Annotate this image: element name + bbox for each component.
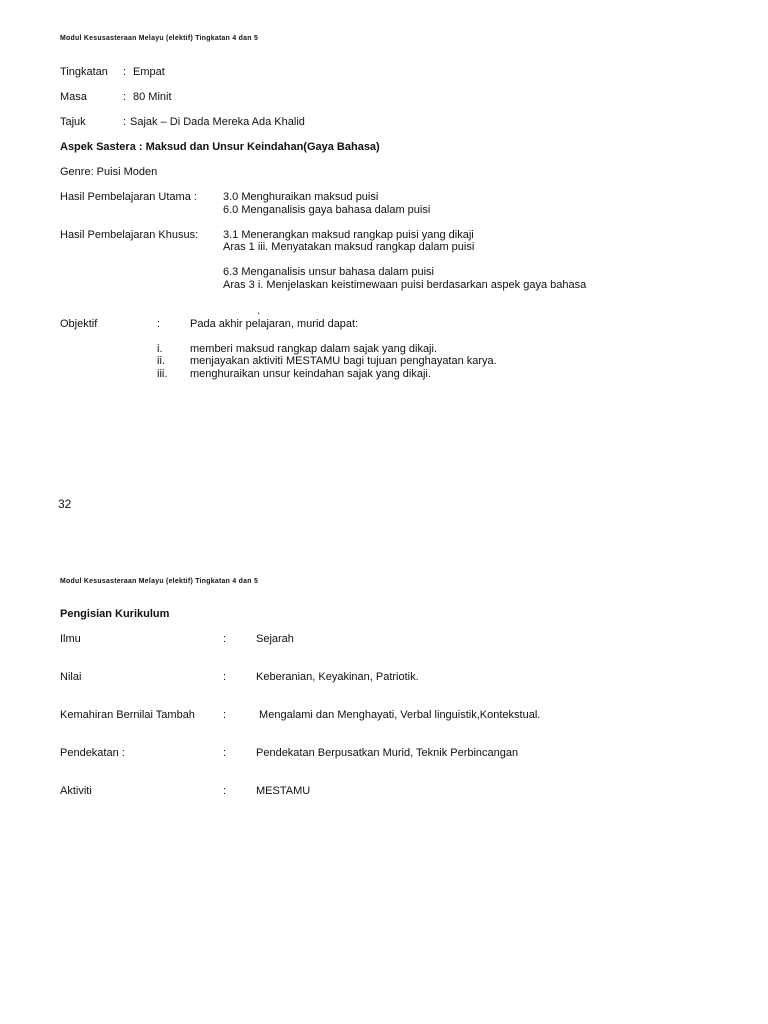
hp-utama-label: Hasil Pembelajaran Utama : [60, 191, 197, 203]
objektif-item-1: memberi maksud rangkap dalam sajak yang dikaji. [190, 343, 438, 355]
stray-dot: . [257, 305, 261, 317]
running-header: Modul Kesusasteraan Melayu (elektif) Tingkatan 4 dan 5 [60, 576, 259, 585]
objektif-sep: : [157, 318, 161, 330]
pengisian-kurikulum-heading: Pengisian Kurikulum [60, 608, 170, 620]
objektif-intro: Pada akhir pelajaran, murid dapat: [190, 318, 359, 330]
hp-utama-line-2: 6.0 Menganalisis gaya bahasa dalam puisi [223, 204, 431, 216]
objektif-label: Objektif [60, 318, 98, 330]
pendekatan-sep: : [223, 747, 227, 759]
masa-value: 80 Minit [133, 91, 172, 103]
tajuk-value: Sajak – Di Dada Mereka Ada Khalid [130, 116, 305, 128]
pendekatan-label: Pendekatan : [60, 747, 125, 759]
tingkatan-label: Tingkatan [60, 66, 108, 78]
tingkatan-value: Empat [133, 66, 165, 78]
aktiviti-sep: : [223, 785, 227, 797]
aktiviti-label: Aktiviti [60, 785, 92, 797]
running-header: Modul Kesusasteraan Melayu (elektif) Tingkatan 4 dan 5 [60, 33, 259, 42]
kemahiran-sep: : [223, 709, 227, 721]
ilmu-value: Sejarah [256, 633, 294, 645]
hp-khusus-line-3: 6.3 Menganalisis unsur bahasa dalam puisi [223, 266, 434, 278]
hp-utama-line-1: 3.0 Menghuraikan maksud puisi [223, 191, 379, 203]
tingkatan-sep: : [123, 66, 127, 78]
nilai-sep: : [223, 671, 227, 683]
hp-khusus-line-2: Aras 1 iii. Menyatakan maksud rangkap dalam puisi [223, 241, 475, 253]
objektif-num-2: ii. [157, 355, 165, 367]
nilai-value: Keberanian, Keyakinan, Patriotik. [256, 671, 419, 683]
pendekatan-value: Pendekatan Berpusatkan Murid, Teknik Perbincangan [256, 747, 519, 759]
kemahiran-label: Kemahiran Bernilai Tambah [60, 709, 195, 721]
ilmu-sep: : [223, 633, 227, 645]
hp-khusus-label: Hasil Pembelajaran Khusus: [60, 229, 199, 241]
kemahiran-value: Mengalami dan Menghayati, Verbal linguistik,Kontekstual. [256, 709, 541, 721]
objektif-item-2: menjayakan aktiviti MESTAMU bagi tujuan penghayatan karya. [190, 355, 497, 367]
masa-sep: : [123, 91, 127, 103]
hp-khusus-line-1: 3.1 Menerangkan maksud rangkap puisi yang dikaji [223, 229, 474, 241]
tajuk-label: Tajuk [60, 116, 86, 128]
tajuk-sep: : [123, 116, 127, 128]
masa-label: Masa [60, 91, 87, 103]
hp-khusus-line-4: Aras 3 i. Menjelaskan keistimewaan puisi berdasarkan aspek gaya bahasa [223, 279, 587, 291]
objektif-item-3: menghuraikan unsur keindahan sajak yang dikaji. [190, 368, 431, 380]
objektif-num-1: i. [157, 343, 163, 355]
ilmu-label: Ilmu [60, 633, 81, 645]
objektif-num-3: iii. [157, 368, 168, 380]
page-number: 32 [58, 497, 72, 511]
aktiviti-value: MESTAMU [256, 785, 311, 797]
aspek-sastera-heading: Aspek Sastera : Maksud dan Unsur Keindahan(Gaya Bahasa) [60, 141, 380, 153]
genre-line: Genre: Puisi Moden [60, 166, 158, 178]
nilai-label: Nilai [60, 671, 82, 683]
